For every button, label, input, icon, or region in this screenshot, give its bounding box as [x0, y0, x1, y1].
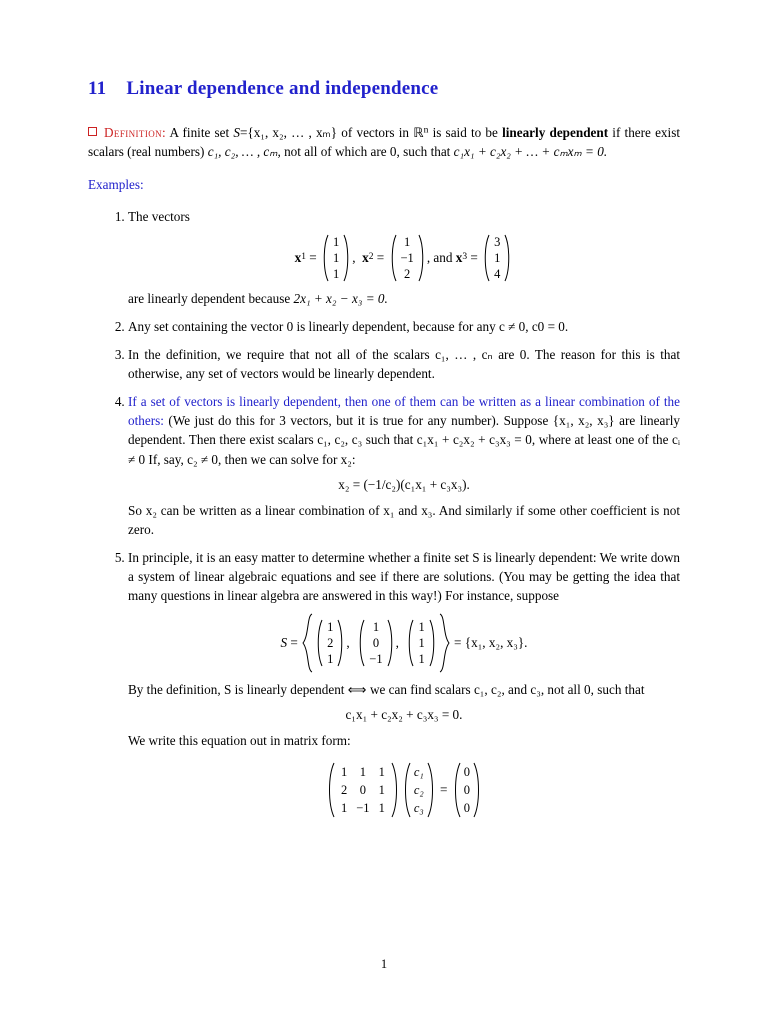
left-paren-icon	[405, 619, 414, 667]
entry: c₂	[413, 782, 424, 797]
entry: c₃	[413, 801, 424, 816]
item1-vec1-entries	[329, 234, 343, 282]
matrix-cell: 2	[341, 782, 348, 797]
definition-equation: c₁x₁ + c₂x₂ + … + cₘxₘ = 0.	[453, 143, 608, 159]
item5-matrix-equation	[128, 762, 680, 818]
item5-set-rhs: {x₁, x₂, x₃}.	[464, 635, 528, 650]
item1-lead: The vectors	[128, 209, 190, 225]
definition-text-5: not all of which are 0, such that	[284, 143, 451, 159]
item1-vec2-index: 2	[368, 251, 374, 262]
entry: 1	[372, 619, 380, 634]
item3-text: In the definition, we require that not all of the scalars c₁, … , cₙ are 0. The reason for this is that otherwise, any set of vectors would be linearly dependent.	[128, 346, 680, 382]
definition-text-2: of vectors in	[341, 125, 409, 140]
definition-text-3: is said to be	[432, 125, 498, 140]
entry: 0	[463, 764, 470, 779]
entry: 1	[332, 234, 340, 249]
right-paren-icon	[472, 762, 483, 818]
entry: 1	[332, 250, 340, 265]
item4-display-equation: x₂ = (−1/c₂)(c₁x₁ + c₃x₃).	[338, 476, 470, 492]
right-paren-icon	[337, 619, 346, 667]
right-paren-icon	[390, 762, 401, 818]
item1-tail-text: are linearly dependent because	[128, 290, 291, 306]
item5-comma-1: ,	[346, 635, 350, 650]
item5-set-display	[128, 613, 680, 673]
item1-vec3-entries	[490, 234, 504, 282]
item5-display-equation: c₁x₁ + c₂x₂ + c₃x₃ = 0.	[345, 706, 463, 722]
right-brace-icon	[438, 613, 451, 673]
item5-set-vec1	[323, 619, 337, 667]
definition-space-exponent: n	[423, 125, 429, 136]
left-paren-icon	[401, 762, 412, 818]
item5-set-lhs: S	[280, 635, 288, 650]
rhs-vector	[462, 763, 472, 817]
item1-vec1-index: 1	[301, 251, 306, 262]
matrix-cell: 1	[341, 764, 348, 779]
item1-comma-1: ,	[352, 250, 356, 266]
entry: 2	[327, 635, 334, 650]
definition-set-body: {x₁, x₂, … , xₘ}	[247, 125, 338, 140]
matrix-cell: 1	[359, 764, 367, 779]
matrix-cell: 0	[359, 782, 367, 797]
entry: −1	[369, 651, 383, 666]
left-paren-icon	[356, 619, 365, 667]
item4-after-text: So x₂ can be written as a linear combination of x₁ and x₃. And similarly if some other coefficient is not zero.	[128, 502, 680, 538]
left-brace-icon	[301, 613, 314, 673]
entry: 0	[463, 782, 470, 797]
item5-after-1	[128, 680, 680, 699]
item1-vec3-index: 3	[462, 251, 468, 262]
entry: 1	[327, 651, 334, 666]
entry: 1	[418, 651, 425, 666]
section-title: Linear dependence and independence	[126, 78, 439, 99]
item1-and: , and	[426, 250, 453, 266]
matrix-cell: −1	[356, 801, 370, 816]
definition-block	[88, 124, 680, 161]
entry: 3	[494, 234, 501, 249]
iff-icon: ⟺	[347, 681, 367, 697]
entry: 1	[332, 266, 340, 281]
entry: 0	[372, 635, 380, 650]
page-number: 1	[380, 957, 388, 971]
right-paren-icon	[426, 762, 437, 818]
entry: 1	[418, 619, 425, 634]
examples-list	[88, 207, 680, 818]
item5-set-rhs-equals: =	[454, 635, 462, 650]
entry: 4	[494, 266, 501, 281]
entry: 1	[404, 234, 411, 249]
list-item	[128, 548, 680, 818]
list-item	[128, 317, 680, 336]
entry: c₁	[413, 764, 424, 779]
entry: 1	[327, 619, 334, 634]
definition-equals: =	[239, 125, 248, 140]
item1-vec2-entries	[397, 234, 418, 282]
entry: 0	[463, 801, 470, 816]
matrix-equals: =	[440, 782, 448, 798]
unknown-vector	[412, 763, 426, 817]
item5-after-text-2: we can find scalars c₁, c₂, and c₃, not all 0, such that	[369, 681, 645, 697]
left-paren-icon	[481, 234, 490, 282]
page-title	[88, 78, 680, 100]
entry: 1	[418, 635, 425, 650]
item5-after-text-1: By the definition, S is linearly dependent	[128, 681, 345, 697]
right-paren-icon	[387, 619, 396, 667]
definition-label: Definition:	[104, 125, 167, 140]
definition-text-1: A finite set	[169, 125, 230, 140]
left-paren-icon	[388, 234, 397, 282]
item5-set-equals: =	[290, 635, 298, 650]
definition-text-4: if there exist scalars (real numbers)	[88, 125, 680, 159]
coefficient-matrix	[336, 763, 390, 817]
entry: −1	[400, 250, 414, 265]
matrix-cell: 1	[378, 801, 385, 816]
list-item	[128, 392, 680, 539]
definition-scalars: c₁, c₂, … , cₘ,	[207, 143, 281, 159]
left-paren-icon	[325, 762, 336, 818]
item5-set-vec2	[365, 619, 386, 667]
item5-set-vec3	[414, 619, 428, 667]
item5-matrix-lead: We write this equation out in matrix form:	[128, 732, 351, 748]
left-paren-icon	[451, 762, 462, 818]
right-paren-icon	[418, 234, 427, 282]
square-bullet-icon	[88, 127, 97, 136]
item5-comma-2: ,	[395, 635, 399, 650]
right-paren-icon	[504, 234, 513, 282]
entry: 2	[404, 266, 411, 281]
right-paren-icon	[429, 619, 438, 667]
item2-text: Any set containing the vector 0 is linearly dependent, because for any c ≠ 0, c0 = 0.	[128, 318, 569, 334]
list-item	[128, 207, 680, 307]
definition-space-symbol: ℝ	[413, 125, 424, 140]
left-paren-icon	[314, 619, 323, 667]
matrix-cell: 1	[378, 764, 385, 779]
entry: 1	[494, 250, 501, 265]
list-item	[128, 345, 680, 383]
examples-label: Examples:	[88, 177, 144, 193]
matrix-cell: 1	[341, 801, 348, 816]
matrix-cell: 1	[378, 782, 385, 797]
left-paren-icon	[320, 234, 329, 282]
right-paren-icon	[343, 234, 352, 282]
section-number: 11	[88, 78, 107, 99]
item4-rest-text: (We just do this for 3 vectors, but it is true for any number). Suppose {x₁, x₂, x₃} are linearly dependent. Then there exist scalars c₁, c₂, c₃ such that c₁x₁ + c₂x₂ + c₃x₃ = 0, where at least one of the cᵢ ≠ 0 If, say, c₂ ≠ 0, then we can solve for x₂:	[128, 413, 681, 467]
item1-tail-equation: 2x₁ + x₂ − x₃ = 0.	[293, 290, 388, 306]
definition-set-symbol: S	[233, 125, 240, 140]
item4-blue-text: If a set of vectors is linearly dependent, then one of them can be written as a linear combination of the others:	[128, 394, 680, 429]
definition-bold-term: linearly dependent	[502, 125, 609, 140]
item1-tail	[128, 289, 680, 308]
item1-vectors: x 1 = 1 1 1 , x 2 = 1 −1 2 , and x 3 = 3 1 4	[128, 234, 680, 282]
item5-text: In principle, it is an easy matter to determine whether a finite set S is linearly dependent: We write down a system of linear algebraic equations and see if there are solutions. (You may be getting the idea that many questions in linear algebra are answered in this way!) For instance, suppose	[128, 550, 680, 604]
